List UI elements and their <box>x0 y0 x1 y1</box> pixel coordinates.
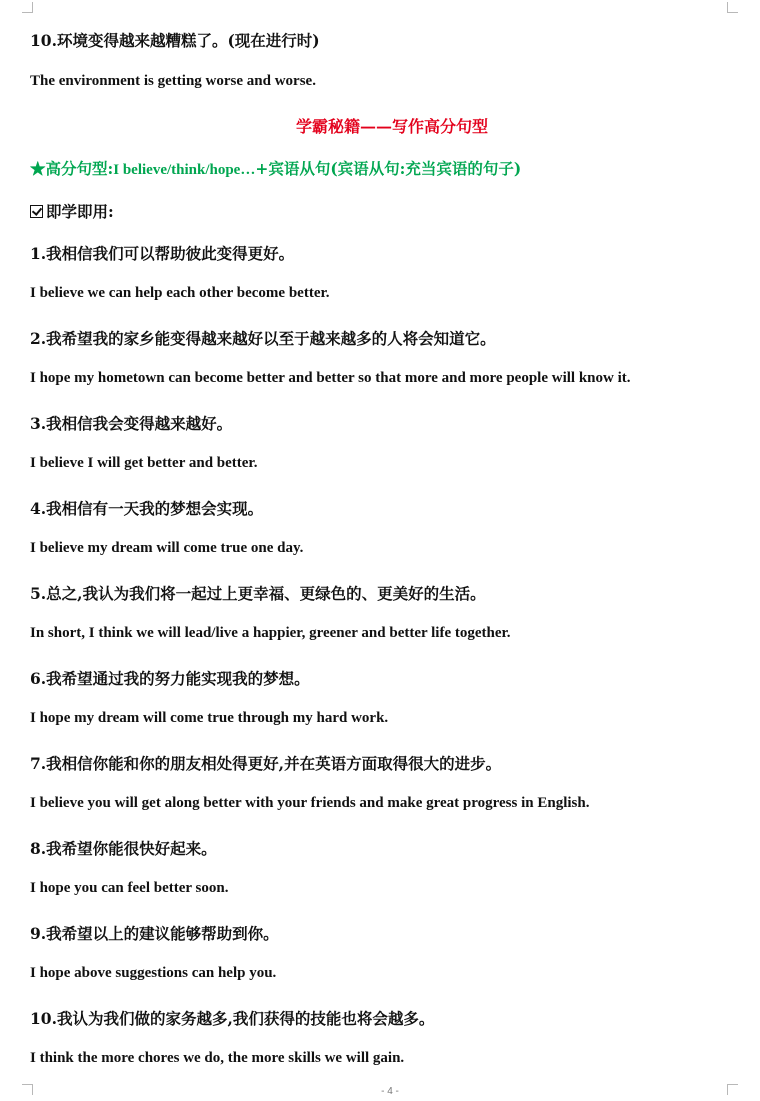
sentence-pattern <box>30 157 740 179</box>
sentence-9-english: I hope above suggestions can help you. <box>30 965 277 981</box>
sentence-3-english: I believe I will get better and better. <box>30 455 258 471</box>
checkbox-icon <box>30 205 43 218</box>
sentence-5-english: In short, I think we will lead/live a happier, greener and better life together. <box>30 625 511 641</box>
page-corner-top-left <box>22 2 33 13</box>
sentence-10-chinese: 10.我认为我们做的家务越多,我们获得的技能也将会越多。 <box>30 1009 435 1028</box>
sentence-7-chinese: 7.我相信你能和你的朋友相处得更好,并在英语方面取得很大的进步。 <box>30 754 502 773</box>
sentence-7-english: I believe you will get along better with your friends and make great progress in English. <box>30 795 590 811</box>
sentence-6-english: I hope my dream will come true through my hard work. <box>30 710 389 726</box>
practice-heading <box>30 200 740 222</box>
sentence-3-chinese: 3.我相信我会变得越来越好。 <box>30 414 233 433</box>
sentence-4-chinese: 4.我相信有一天我的梦想会实现。 <box>30 499 264 518</box>
sentence-6-chinese: 6.我希望通过我的努力能实现我的梦想。 <box>30 669 310 688</box>
pattern-suffix: +宾语从句(宾语从句:充当宾语的句子) <box>255 159 522 178</box>
pattern-english: I believe/think/hope… <box>113 162 256 178</box>
item-10-chinese: 10.环境变得越来越糟糕了。(现在进行时) <box>30 31 320 50</box>
practice-label: 即学即用: <box>46 202 114 221</box>
sentence-10-english: I think the more chores we do, the more skills we will gain. <box>30 1050 405 1066</box>
sentence-5-chinese: 5.总之,我认为我们将一起过上更幸福、更绿色的、更美好的生活。 <box>30 584 486 603</box>
section-title: 学霸秘籍——写作高分句型 <box>295 117 488 136</box>
item-10-english: The environment is getting worse and worse. <box>30 73 316 89</box>
sentence-9-chinese: 9.我希望以上的建议能够帮助到你。 <box>30 924 279 943</box>
sentence-2-chinese: 2.我希望我的家乡能变得越来越好以至于越来越多的人将会知道它。 <box>30 329 496 348</box>
page-corner-top-right <box>727 2 738 13</box>
pattern-prefix: ★高分句型: <box>30 159 114 178</box>
sentence-8-chinese: 8.我希望你能很快好起来。 <box>30 839 217 858</box>
sentence-2-english: I hope my hometown can become better and better so that more and more people will know it. <box>30 370 631 386</box>
page-number: - 4 - <box>381 1086 399 1097</box>
sentence-1-english: I believe we can help each other become better. <box>30 285 330 301</box>
sentence-4-english: I believe my dream will come true one day. <box>30 540 304 556</box>
sentence-8-english: I hope you can feel better soon. <box>30 880 229 896</box>
sentence-1-chinese: 1.我相信我们可以帮助彼此变得更好。 <box>30 244 295 263</box>
